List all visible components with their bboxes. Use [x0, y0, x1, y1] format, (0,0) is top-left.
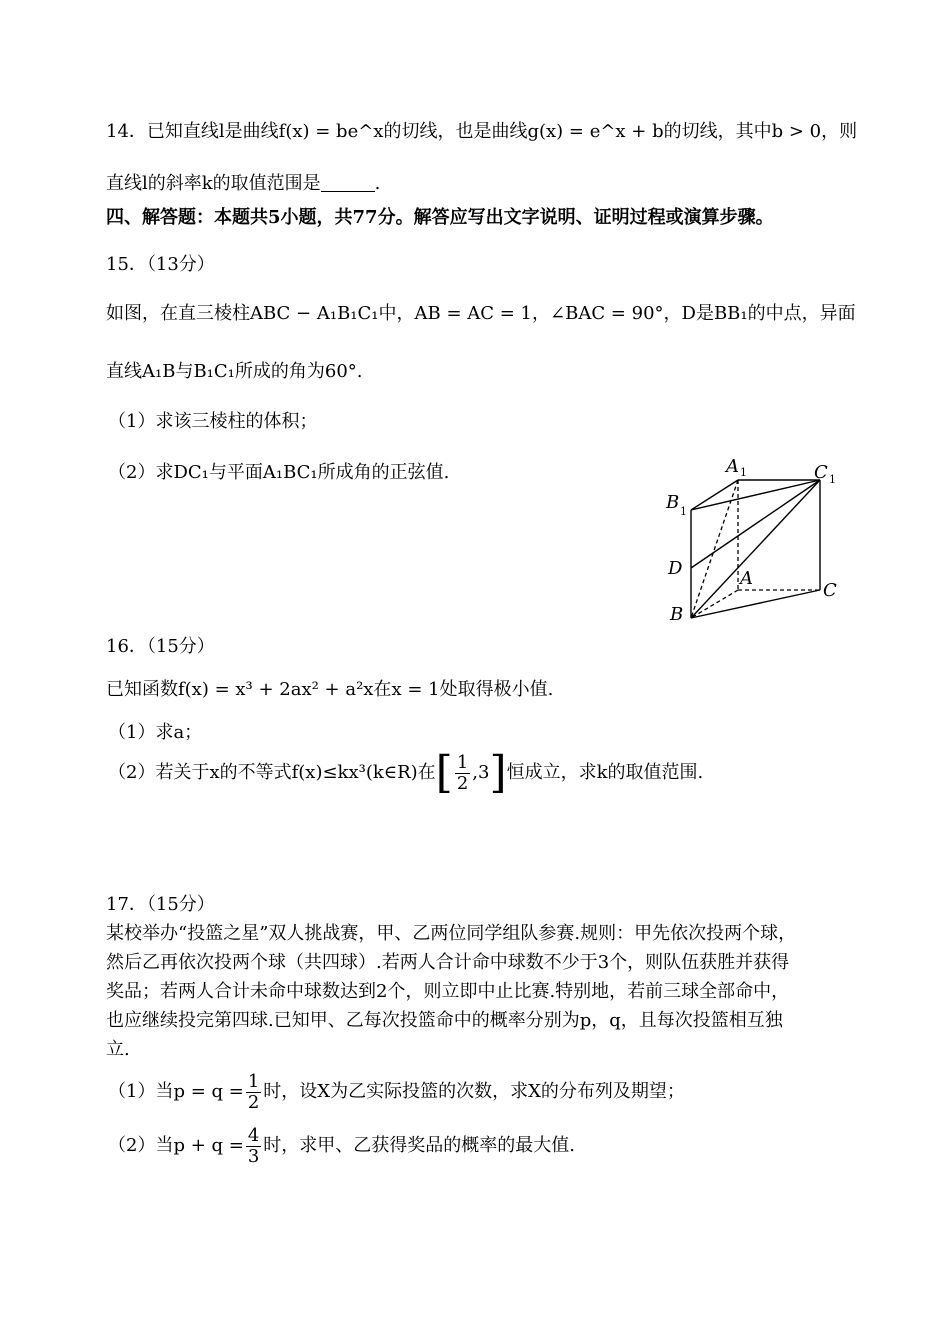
q17-heading: 17．（15分）	[106, 894, 215, 915]
label-b1: B	[666, 492, 680, 513]
label-b: B	[670, 604, 684, 625]
svg-text:1: 1	[680, 505, 687, 518]
q15-text2: 直线A₁B与B₁C₁所成的角为60°.	[106, 361, 363, 382]
label-a1: A	[726, 456, 739, 477]
label-d: D	[668, 558, 683, 579]
edge-a1b1	[691, 480, 738, 510]
edge-bc1	[691, 480, 820, 618]
q17-line-5: 立.	[106, 1039, 130, 1060]
section-heading: 四、解答题：本题共5小题，共77分。解答应写出文字说明、证明过程或演算步骤。	[106, 207, 774, 228]
q17-part1: （1）当p = q = $\frac{1}{2}$ 时，设X为乙实际投篮的次数，求X的分布列及期望；	[108, 1070, 685, 1113]
half-fraction: $\frac{1}{2}$	[247, 1070, 260, 1113]
label-c1: C	[814, 462, 828, 483]
edge-dc1	[691, 480, 820, 568]
interval-fraction: $\frac{1}{2}$	[456, 751, 469, 794]
edge-ab	[691, 590, 738, 618]
prism-figure	[660, 450, 860, 630]
q15-part1: （1）求该三棱柱的体积；	[108, 411, 318, 432]
svg-text:1: 1	[829, 473, 836, 486]
q17-line-3: 奖品；若两人合计未命中球数达到2个，则立即中止比赛.特别地，若前三球全部命中，	[106, 981, 790, 1002]
q16-part2: （2）若关于x的不等式f(x)≤kx³(k∈R)在[ $\frac{1}{2}$ ,3]恒成立，求k的取值范围.	[108, 747, 704, 798]
q14-line2-end: .	[374, 173, 381, 194]
edge-a1b	[691, 480, 738, 618]
q16-text: 已知函数f(x) = x³ + 2ax² + a²x在x = 1处取得极小值.	[106, 679, 554, 700]
q16-part1: （1）求a；	[108, 722, 203, 743]
q15-part2: （2）求DC₁与平面A₁BC₁所成角的正弦值.	[108, 462, 450, 483]
q17-line-2: 然后乙再依次投两个球（共四球）.若两人合计命中球数不少于3个，则队伍获胜并获得	[106, 952, 790, 973]
edge-bc	[691, 590, 820, 618]
q16-part2-end: 恒成立，求k的取值范围.	[506, 762, 704, 783]
q17-part2: （2）当p + q = $\frac{4}{3}$ 时，求甲、乙获得奖品的概率的最大值.	[108, 1124, 576, 1167]
q14-line2	[106, 172, 380, 196]
q14-line2-text: 直线l的斜率k的取值范围是	[106, 173, 321, 194]
q17-line-4: 也应继续投完第四球.已知甲、乙每次投篮命中的概率分别为p，q，且每次投篮相互独	[106, 1010, 783, 1031]
edge-b1c1	[691, 480, 820, 510]
q16-part2-text: （2）若关于x的不等式f(x)≤kx³(k∈R)在	[108, 762, 436, 783]
q15-heading: 15．（13分）	[106, 254, 215, 275]
q15-text1: 如图，在直三棱柱ABC − A₁B₁C₁中，AB = AC = 1，∠BAC = 90°，D是BB₁的中点，异面	[106, 303, 856, 324]
four-thirds-fraction: $\frac{4}{3}$	[247, 1124, 260, 1167]
q14-line1: 14．已知直线l是曲线f(x) = be^x的切线，也是曲线g(x) = e^x + b的切线，其中b > 0，则	[106, 121, 858, 142]
q16-heading: 16．（15分）	[106, 636, 215, 657]
answer-blank	[321, 173, 375, 192]
svg-text:1: 1	[740, 466, 747, 479]
q17-line-1: 某校举办“投篮之星”双人挑战赛，甲、乙两位同学组队参赛.规则：甲先依次投两个球，	[106, 923, 797, 944]
label-a: A	[740, 568, 753, 589]
label-c: C	[823, 580, 837, 601]
